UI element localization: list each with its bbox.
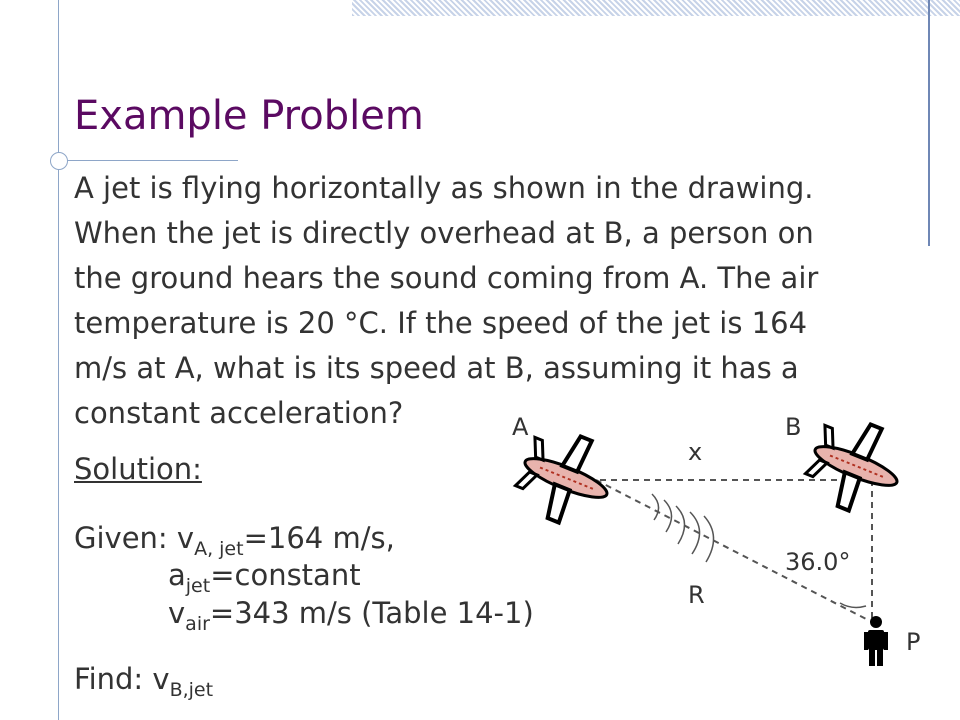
given-prefix: Given: (74, 521, 177, 555)
label-r: R (688, 581, 705, 609)
problem-line: m/s at A, what is its speed at B, assuming it has a (74, 351, 799, 385)
v-a-subscript: A, jet (194, 538, 244, 560)
person-icon (864, 616, 888, 666)
problem-line: When the jet is directly overhead at B, a person on (74, 216, 814, 250)
a-subscript: jet (185, 575, 211, 597)
v-air-symbol: v (168, 596, 186, 630)
label-x: x (688, 438, 703, 466)
a-value: =constant (210, 558, 361, 592)
find-prefix: Find: (74, 662, 153, 696)
slide-title: Example Problem (74, 93, 424, 139)
problem-line: temperature is 20 °C. If the speed of the jet is 164 (74, 306, 808, 340)
problem-line: constant acceleration? (74, 396, 404, 430)
label-p: P (906, 628, 921, 656)
problem-line: the ground hears the sound coming from A. The air (74, 261, 819, 295)
v-symbol: v (176, 521, 195, 555)
v-air-subscript: air (185, 613, 210, 635)
solution-heading: Solution: (74, 452, 202, 486)
a-symbol: a (168, 558, 186, 592)
jet-b-icon (799, 409, 914, 524)
angle-label: 36.0° (785, 548, 851, 576)
v-air-value: =343 m/s (Table 14-1) (209, 596, 534, 630)
label-b: B (785, 413, 802, 441)
find-subscript: B,jet (169, 679, 214, 701)
label-a: A (512, 413, 529, 441)
sound-wave-arcs (652, 494, 714, 562)
v-a-value: =164 m/s, (243, 521, 395, 555)
problem-line: A jet is flying horizontally as shown in the drawing. (74, 171, 814, 205)
find-symbol: v (152, 662, 170, 696)
